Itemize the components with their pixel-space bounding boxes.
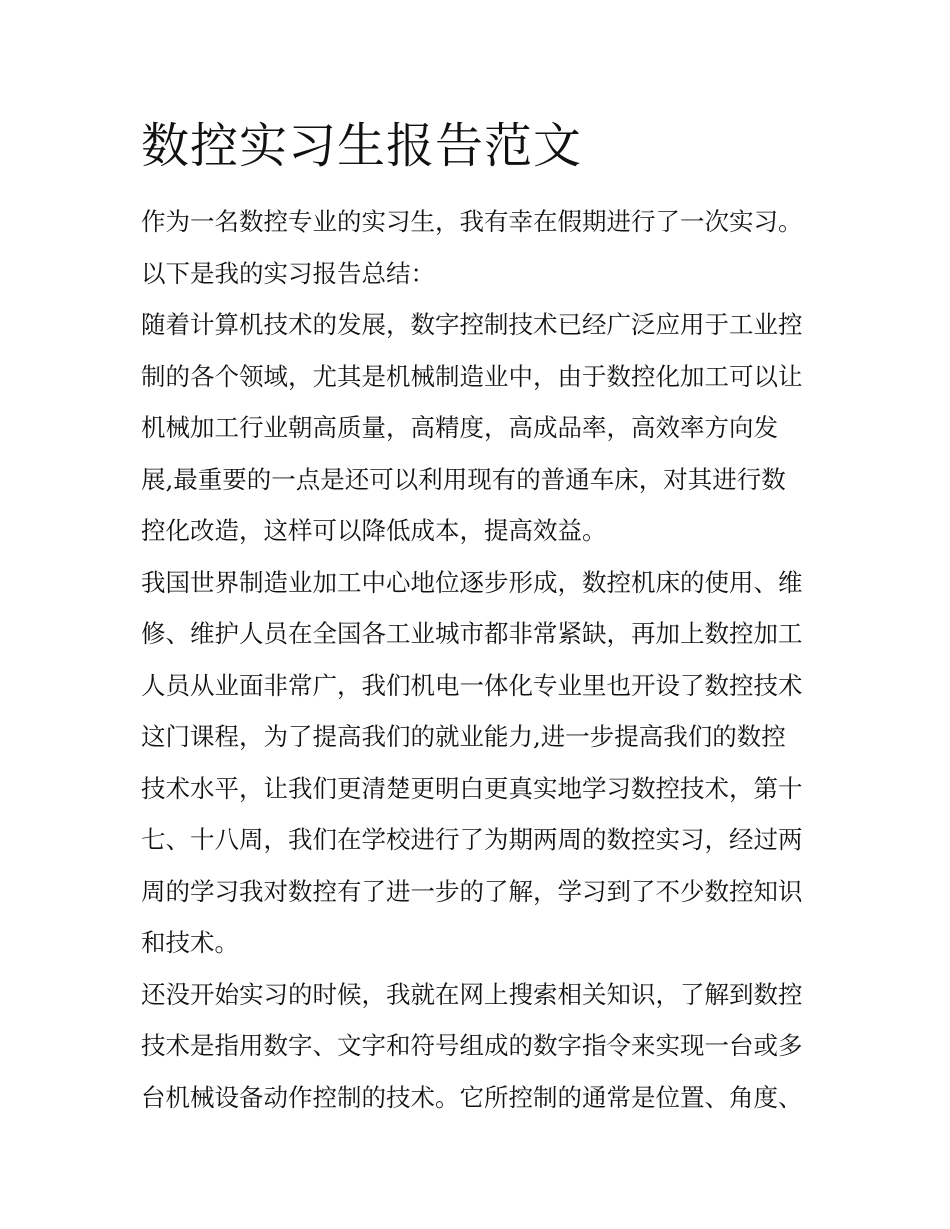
body-line: 随着计算机技术的发展，数字控制技术已经广泛应用于工业控 [141, 310, 803, 339]
body-line: 这门课程，为了提高我们的就业能力,进一步提高我们的数控 [141, 722, 786, 751]
body-line: 展,最重要的一点是还可以利用现有的普通车床，对其进行数 [141, 464, 786, 494]
body-line: 周的学习我对数控有了进一步的了解，学习到了不少数控知识 [141, 876, 803, 906]
body-line: 控化改造，这样可以降低成本，提高效益。 [141, 516, 607, 545]
body-line: 技术是指用数字、文字和符号组成的数字指令来实现一台或多 [141, 1031, 803, 1060]
body-line: 我国世界制造业加工中心地位逐步形成，数控机床的使用、维 [141, 567, 803, 597]
body-line: 台机械设备动作控制的技术。它所控制的通常是位置、角度、 [141, 1082, 803, 1112]
body-line: 还没开始实习的时候，我就在网上搜索相关知识，了解到数控 [141, 979, 803, 1009]
body-line: 作为一名数控专业的实习生，我有幸在假期进行了一次实习。 [141, 207, 803, 236]
body-line: 技术水平，让我们更清楚更明白更真实地学习数控技术，第十 [141, 773, 803, 803]
body-line: 人员从业面非常广，我们机电一体化专业里也开设了数控技术 [141, 670, 803, 700]
document-body [141, 196, 813, 1123]
document-title: 数控实习生报告范文 [141, 118, 583, 174]
body-line: 机械加工行业朝高质量，高精度，高成品率，高效率方向发 [141, 413, 778, 442]
document-content [141, 112, 813, 1123]
body-line: 以下是我的实习报告总结： [141, 258, 435, 288]
body-line: 制的各个领域，尤其是机械制造业中，由于数控化加工可以让 [141, 361, 803, 391]
body-line: 修、维护人员在全国各工业城市都非常紧缺，再加上数控加工 [141, 619, 803, 648]
body-line: 七、十八周，我们在学校进行了为期两周的数控实习，经过两 [141, 825, 803, 854]
body-line: 和技术。 [141, 928, 239, 957]
